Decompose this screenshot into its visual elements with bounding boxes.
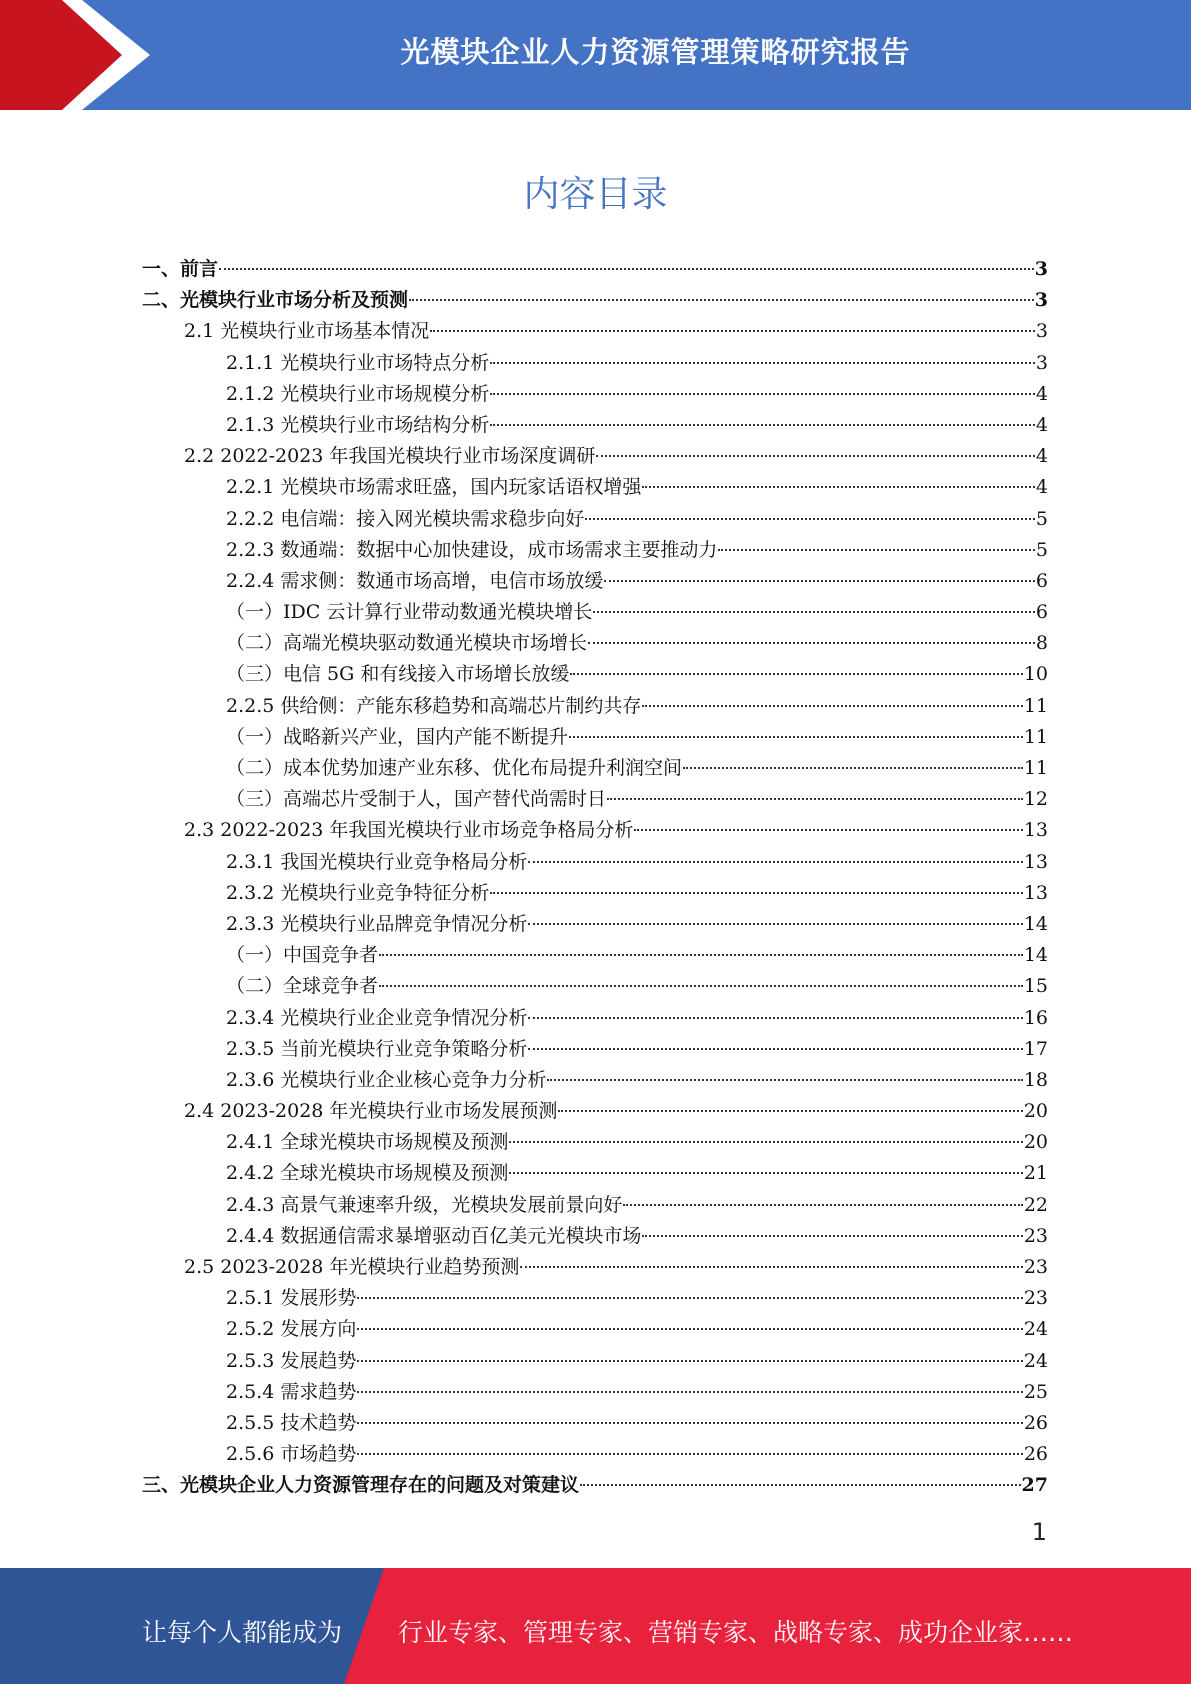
toc-leader-dots	[528, 923, 1022, 925]
toc-leader-dots	[409, 299, 1034, 301]
toc-entry-page: 3	[1034, 258, 1048, 280]
toc-leader-dots	[430, 330, 1035, 332]
toc-entry-text: 2.4.3 高景气兼速率升级，光模块发展前景向好	[226, 1193, 623, 1216]
toc-entry-text: （一）中国竞争者	[226, 944, 379, 967]
toc-entry[interactable]	[142, 1439, 1048, 1470]
toc-entry-page: 23	[1023, 1256, 1048, 1278]
toc-leader-dots	[357, 1297, 1022, 1299]
toc-entry[interactable]	[142, 1127, 1048, 1158]
toc-entry[interactable]	[142, 316, 1048, 347]
toc-entry-page: 20	[1023, 1131, 1048, 1154]
toc-entry-text: 2.3 2022-2023 年我国光模块行业市场竞争格局分析	[184, 819, 634, 842]
report-title: 光模块企业人力资源管理策略研究报告	[400, 35, 911, 69]
toc-leader-dots	[558, 1110, 1022, 1112]
toc-entry-page: 24	[1023, 1318, 1048, 1341]
toc-entry-page: 11	[1023, 694, 1048, 717]
toc-leader-dots	[585, 518, 1035, 520]
toc-entry[interactable]	[142, 1003, 1048, 1034]
page-footer	[0, 1568, 1191, 1684]
toc-leader-dots	[570, 673, 1022, 675]
toc-entry[interactable]	[142, 628, 1048, 659]
toc-entry-page: 4	[1035, 413, 1048, 436]
toc-leader-dots	[379, 954, 1023, 956]
toc-leader-dots	[219, 268, 1034, 270]
toc-leader-dots	[357, 1391, 1022, 1393]
toc-entry-page: 5	[1035, 507, 1048, 530]
toc-entry[interactable]	[142, 535, 1048, 566]
toc-entry-page: 4	[1035, 382, 1048, 405]
toc-entry[interactable]	[142, 254, 1048, 285]
toc-entry[interactable]	[142, 410, 1048, 441]
toc-leader-dots	[588, 642, 1035, 644]
toc-entry-text: 2.5.6 市场趋势	[226, 1443, 357, 1466]
toc-entry-text: 2.1.3 光模块行业市场结构分析	[226, 413, 490, 436]
toc-entry[interactable]	[142, 1190, 1048, 1221]
toc-entry-page: 13	[1023, 881, 1048, 904]
toc-entry-page: 24	[1023, 1349, 1048, 1372]
toc-entry[interactable]	[142, 504, 1048, 535]
toc-entry[interactable]	[142, 1034, 1048, 1065]
toc-entry-page: 3	[1035, 351, 1048, 374]
toc-leader-dots	[547, 1079, 1022, 1081]
toc-entry[interactable]	[142, 1314, 1048, 1345]
toc-entry-text: 2.4 2023-2028 年光模块行业市场发展预测	[184, 1100, 558, 1123]
toc-entry-text: 2.4.1 全球光模块市场规模及预测	[226, 1131, 509, 1154]
toc-entry-text: 2.2.5 供给侧：产能东移趋势和高端芯片制约共存	[226, 694, 642, 717]
toc-entry[interactable]	[142, 722, 1048, 753]
toc-entry-text: 2.5.1 发展形势	[226, 1287, 357, 1310]
toc-entry-page: 23	[1023, 1287, 1048, 1310]
toc-entry-text: （二）全球竞争者	[226, 975, 379, 998]
toc-entry-text: 2.5.4 需求趋势	[226, 1380, 357, 1403]
toc-entry[interactable]	[142, 847, 1048, 878]
toc-entry-text: 2.2.4 需求侧：数通市场高增，电信市场放缓	[226, 569, 604, 592]
toc-entry-page: 13	[1023, 819, 1048, 842]
toc-entry-text: 2.3.4 光模块行业企业竞争情况分析	[226, 1006, 528, 1029]
toc-leader-dots	[607, 798, 1023, 800]
toc-entry-text: 2.2.3 数通端：数据中心加快建设，成市场需求主要推动力	[226, 538, 718, 561]
toc-entry-text: 2.2.2 电信端：接入网光模块需求稳步向好	[226, 507, 585, 530]
toc-entry-page: 15	[1023, 975, 1048, 998]
toc-entry-text: 三、光模块企业人力资源管理存在的问题及对策建议	[142, 1474, 580, 1497]
header-arrow-decoration	[0, 0, 170, 110]
toc-leader-dots	[642, 1235, 1022, 1237]
toc-entry-page: 16	[1023, 1006, 1048, 1029]
toc-entry-text: 2.3.5 当前光模块行业竞争策略分析	[226, 1037, 528, 1060]
toc-entry[interactable]	[142, 784, 1048, 815]
toc-entry[interactable]	[142, 285, 1048, 316]
toc-entry[interactable]	[142, 878, 1048, 909]
toc-entry-page: 25	[1023, 1380, 1048, 1403]
toc-leader-dots	[357, 1328, 1022, 1330]
toc-heading: 内容目录	[523, 174, 668, 215]
toc-leader-dots	[634, 829, 1022, 831]
toc-leader-dots	[357, 1360, 1022, 1362]
toc-leader-dots	[509, 1172, 1022, 1174]
toc-entry-page: 26	[1023, 1411, 1048, 1434]
page-number: 1	[1031, 1518, 1047, 1546]
toc-leader-dots	[580, 1484, 1021, 1486]
toc-leader-dots	[490, 424, 1035, 426]
toc-entry[interactable]	[142, 379, 1048, 410]
toc-entry-page: 11	[1023, 757, 1048, 779]
toc-leader-dots	[357, 1422, 1022, 1424]
toc-entry-text: 2.5 2023-2028 年光模块行业趋势预测	[184, 1256, 520, 1278]
toc-entry[interactable]	[142, 815, 1048, 846]
toc-entry-page: 6	[1035, 601, 1048, 624]
toc-entry[interactable]	[142, 1346, 1048, 1377]
toc-leader-dots	[528, 861, 1022, 863]
toc-leader-dots	[593, 611, 1035, 613]
footer-slogan-right: 行业专家、管理专家、营销专家、战略专家、成功企业家……	[398, 1618, 1074, 1647]
toc-entry-text: 2.5.5 技术趋势	[226, 1411, 357, 1434]
toc-leader-dots	[357, 1453, 1022, 1455]
toc-leader-dots	[683, 767, 1023, 769]
toc-entry-text: 2.1.2 光模块行业市场规模分析	[226, 382, 490, 405]
toc-leader-dots	[490, 362, 1035, 364]
toc-leader-dots	[596, 455, 1034, 457]
toc-entry-page: 11	[1023, 725, 1048, 748]
toc-entry[interactable]	[142, 1096, 1048, 1127]
page-header	[0, 0, 1191, 110]
toc-entry[interactable]	[142, 1221, 1048, 1252]
toc-entry-page: 10	[1023, 663, 1048, 686]
toc-entry[interactable]	[142, 691, 1048, 722]
toc-leader-dots	[509, 1141, 1022, 1143]
toc-entry-page: 6	[1035, 569, 1048, 592]
toc-leader-dots	[604, 580, 1035, 582]
toc-entry-text: 2.4.4 数据通信需求暴增驱动百亿美元光模块市场	[226, 1224, 642, 1247]
table-of-contents	[142, 254, 1048, 1502]
toc-entry-text: （二）高端光模块驱动数通光模块市场增长	[226, 632, 588, 655]
toc-entry-page: 3	[1034, 289, 1048, 312]
toc-entry-text: （一）IDC 云计算行业带动数通光模块增长	[226, 601, 593, 624]
toc-entry-text: （三）高端芯片受制于人，国产替代尚需时日	[226, 788, 607, 811]
toc-entry[interactable]	[142, 1252, 1048, 1283]
toc-entry-page: 4	[1035, 445, 1048, 468]
toc-entry-text: 2.3.1 我国光模块行业竞争格局分析	[226, 850, 528, 873]
toc-entry-page: 20	[1023, 1100, 1048, 1123]
toc-entry[interactable]	[142, 348, 1048, 379]
toc-entry-page: 14	[1023, 912, 1048, 935]
toc-leader-dots	[490, 393, 1035, 395]
toc-entry-text: 2.2.1 光模块市场需求旺盛，国内玩家话语权增强	[226, 476, 642, 499]
toc-leader-dots	[642, 486, 1035, 488]
toc-leader-dots	[718, 549, 1035, 551]
toc-entry[interactable]	[142, 1065, 1048, 1096]
toc-entry-page: 8	[1035, 632, 1048, 655]
toc-entry[interactable]	[142, 1283, 1048, 1314]
toc-leader-dots	[490, 892, 1022, 894]
toc-entry-text: 2.3.2 光模块行业竞争特征分析	[226, 881, 490, 904]
toc-entry[interactable]	[142, 1408, 1048, 1439]
toc-entry-page: 14	[1023, 944, 1048, 967]
toc-entry-page: 18	[1023, 1068, 1048, 1091]
toc-entry-text: 2.5.2 发展方向	[226, 1318, 357, 1341]
toc-entry-text: 二、光模块行业市场分析及预测	[142, 289, 409, 312]
toc-entry-text: （二）成本优势加速产业东移、优化布局提升利润空间	[226, 757, 683, 779]
toc-entry-text: 2.3.6 光模块行业企业核心竞争力分析	[226, 1068, 547, 1091]
toc-entry-text: 2.5.3 发展趋势	[226, 1349, 357, 1372]
toc-entry-text: 2.3.3 光模块行业品牌竞争情况分析	[226, 912, 528, 935]
toc-entry-text: （一）战略新兴产业，国内产能不断提升	[226, 725, 569, 748]
toc-entry-page: 5	[1035, 538, 1048, 561]
toc-entry-text: 2.4.2 全球光模块市场规模及预测	[226, 1162, 509, 1185]
toc-entry[interactable]	[142, 472, 1048, 503]
toc-entry[interactable]	[142, 441, 1048, 472]
toc-leader-dots	[528, 1017, 1022, 1019]
toc-entry-page: 13	[1023, 850, 1048, 873]
toc-entry-page: 26	[1023, 1443, 1048, 1466]
toc-entry[interactable]	[142, 659, 1048, 690]
toc-leader-dots	[623, 1204, 1022, 1206]
toc-leader-dots	[520, 1266, 1022, 1268]
toc-leader-dots	[569, 736, 1023, 738]
toc-entry-text: （三）电信 5G 和有线接入市场增长放缓	[226, 663, 570, 686]
toc-entry-page: 17	[1023, 1037, 1048, 1060]
toc-leader-dots	[642, 705, 1022, 707]
toc-leader-dots	[379, 985, 1023, 987]
toc-entry-page: 23	[1023, 1224, 1048, 1247]
toc-entry[interactable]	[142, 1377, 1048, 1408]
toc-entry-page: 21	[1023, 1162, 1048, 1185]
toc-entry[interactable]	[142, 753, 1048, 784]
toc-entry-page: 3	[1035, 320, 1048, 343]
toc-entry-text: 2.2 2022-2023 年我国光模块行业市场深度调研	[184, 445, 596, 468]
toc-entry[interactable]	[142, 1158, 1048, 1189]
toc-entry-text: 2.1.1 光模块行业市场特点分析	[226, 351, 490, 374]
toc-entry[interactable]	[142, 597, 1048, 628]
toc-entry-text: 一、前言	[142, 258, 219, 280]
toc-entry[interactable]	[142, 909, 1048, 940]
toc-entry[interactable]	[142, 1470, 1048, 1501]
toc-entry-page: 27	[1021, 1474, 1048, 1497]
footer-slogan-left: 让每个人都能成为	[142, 1618, 343, 1647]
toc-entry[interactable]	[142, 971, 1048, 1002]
toc-entry-page: 4	[1035, 476, 1048, 499]
toc-entry[interactable]	[142, 566, 1048, 597]
toc-entry-text: 2.1 光模块行业市场基本情况	[184, 320, 430, 343]
toc-entry-page: 12	[1023, 788, 1048, 811]
toc-entry[interactable]	[142, 940, 1048, 971]
toc-entry-page: 22	[1023, 1193, 1048, 1216]
toc-leader-dots	[528, 1048, 1022, 1050]
